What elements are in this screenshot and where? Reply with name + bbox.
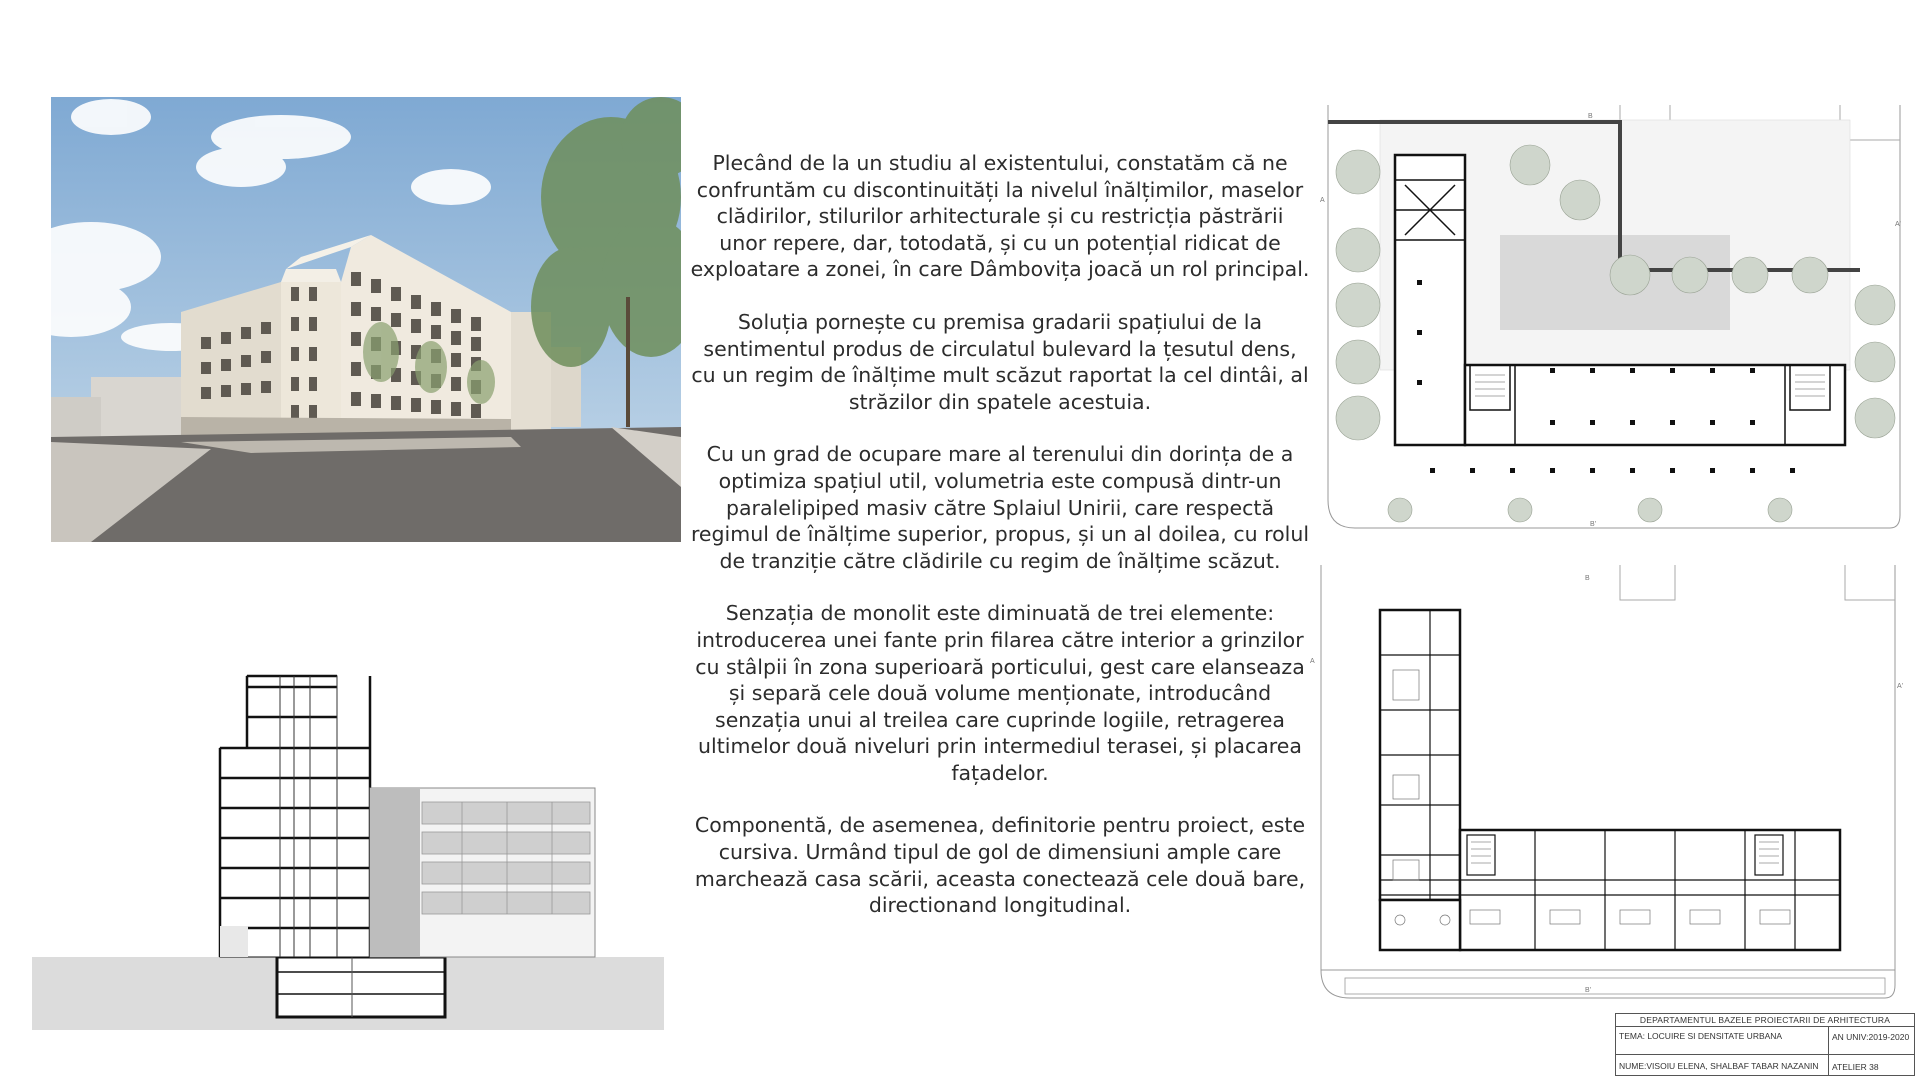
svg-text:B': B' <box>1585 987 1592 994</box>
title-block-tema: TEMA: LOCUIRE SI DENSITATE URBANA <box>1619 1031 1783 1041</box>
plan-label-b-prime: B' <box>1590 521 1597 528</box>
title-block <box>1615 1013 1915 1076</box>
title-block-department: DEPARTAMENTUL BAZELE PROIECTARII DE ARHITECTURA <box>1616 1014 1914 1027</box>
building-rendering <box>51 97 681 542</box>
description-paragraph-3: Cu un grad de ocupare mare al terenului din dorința de a optimiza spațiul util, volumetria este compusă dintr-un paralelipiped masiv către Splaiul Unirii, care respectă regimul de înălțime superior, propus, și un al doilea, cu rolul de tranziție către clădirile cu regim de înălțime scăzut. <box>690 442 1310 573</box>
plan-label-b: B <box>1588 113 1593 120</box>
upper-building-outline <box>1380 610 1840 950</box>
project-description <box>690 150 1310 945</box>
cross-section-drawing <box>32 672 664 1030</box>
svg-text:A': A' <box>1897 683 1904 690</box>
title-block-atelier: ATELIER 38 <box>1832 1062 1879 1072</box>
svg-text:A: A <box>1310 658 1315 665</box>
title-block-authors: NUME:VISOIU ELENA, SHALBAF TABAR NAZANIN <box>1619 1061 1819 1071</box>
title-block-divider <box>1616 1054 1914 1055</box>
plan-label-a-prime: A' <box>1895 221 1902 228</box>
description-paragraph-5: Componentă, de asemenea, definitorie pentru proiect, este cursiva. Urmând tipul de gol de dimensiuni ample care marchează casa scării, aceasta conectează cele două bare, directionand longitudinal. <box>694 813 1306 918</box>
description-paragraph-4: Senzația de monolit este diminuată de trei elemente: introducerea unei fante prin filarea către interior a grinzilor cu stâlpii în zona superioară porticului, gest care elanseaza și separă cele două volume menționate, introducând senzația unui al treilea care cuprinde logiile, retragerea ultimelor două niveluri prin intermediul terasei, și placarea fațadelor. <box>695 601 1305 785</box>
description-paragraph-1: Plecând de la un studiu al existentului, constatăm că ne confruntăm cu discontinuități la nivelul înălțimilor, maselor clădirilor, stilurilor arhitecturale și cu restricția păstrării unor repere, dar, totodată, și cu un potențial ridicat de exploatare a zonei, în care Dâmbovița joacă un rol principal. <box>690 151 1310 282</box>
title-block-academic-year: AN UNIV:2019-2020 <box>1832 1032 1910 1042</box>
ground-floor-plan <box>1320 100 1910 536</box>
description-paragraph-2: Soluția pornește cu premisa gradarii spațiului de la sentimentul produs de circulatul bulevard la țesutul dens, cu un regim de înălțime mult scăzut raportat la cel dintâi, al străzilor din spatele acestuia. <box>691 309 1309 414</box>
svg-text:B: B <box>1585 575 1590 582</box>
plan-label-a: A <box>1320 197 1325 204</box>
upper-floor-plan <box>1305 560 1910 1005</box>
title-block-column-divider <box>1828 1026 1829 1075</box>
